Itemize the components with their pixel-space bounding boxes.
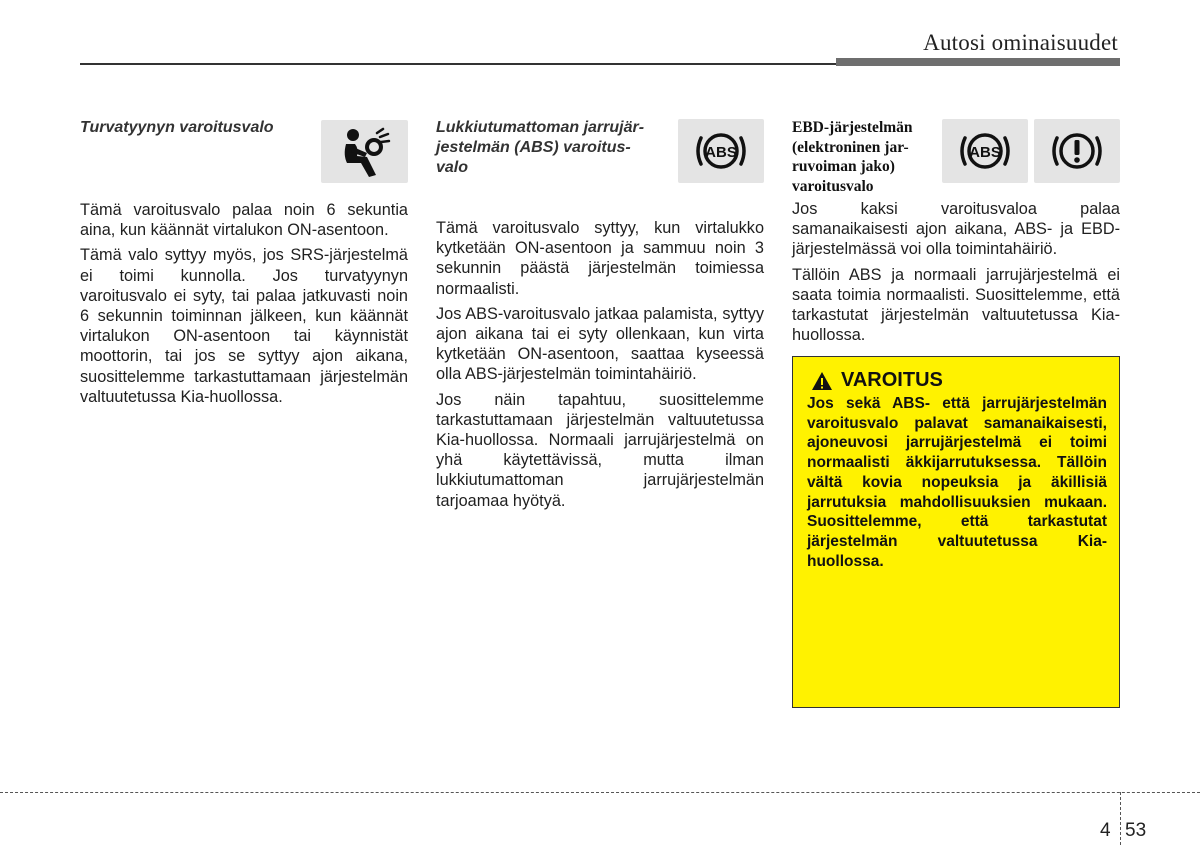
paragraph: Tämä varoitusvalo syttyy, kun virtalukko kytketään ON-asentoon ja sammuu noin 3 sekunnin päästä järjestelmän toimiessa normaalisti. — [436, 219, 764, 298]
page-number: 53 — [1125, 820, 1147, 841]
ebd-description — [792, 199, 1120, 350]
warning-title — [811, 369, 1107, 392]
heading-line: (elektroninen jar- — [792, 138, 909, 156]
heading-line: varoitusvalo — [792, 177, 874, 195]
heading-line: valo — [436, 159, 469, 176]
footer-rule — [0, 792, 1200, 793]
heading-line: EBD-järjestelmän — [792, 119, 913, 136]
abs-warning-icon — [942, 119, 1028, 183]
footer-divider — [1120, 792, 1121, 845]
abs-description — [436, 218, 764, 516]
paragraph: Tämä valo syttyy myös, jos SRS-järjestelmä ei toimi kunnolla. Jos turvatyynyn varoitusvalo ei syty, tai palaa jatkuvasti noin 6 sekunnin toiminnan jälkeen, kun käännät virtalukon ON-asentoon tai käynnistät moottorin, tai jos se syttyy ajon aikana, suosittelemme tarkastuttamaan järjestelmän valtuutetussa Kia-huollossa. — [80, 246, 408, 406]
airbag-description — [80, 200, 408, 412]
paragraph: Tämä varoitusvalo palaa noin 6 sekuntia aina, kun käännät virtalukon ON-asentoon. — [80, 201, 408, 240]
airbag-warning-icon — [321, 120, 408, 183]
section-heading-airbag: Turvatyynyn varoitusvalo — [80, 119, 274, 136]
abs-icon-text: ABS — [969, 144, 1001, 161]
abs-warning-icon — [678, 119, 764, 183]
paragraph: Tällöin ABS ja normaali jarrujärjestelmä ei saata toimia normaalisti. Suosittelemme, että tarkastutat järjestelmän valtuutetussa Kia-huollossa. — [792, 265, 1120, 345]
warning-triangle-icon — [811, 371, 833, 391]
warning-box — [792, 356, 1120, 708]
page-header-title: Autosi ominaisuudet — [923, 30, 1118, 55]
warning-body: Jos sekä ABS- että jarrujärjestelmän varoitusvalo palavat samanaikaisesti, ajoneuvosi jarrujärjestelmä ei toimi normaalisti äkkijarrutuksessa. Tällöin vältä kovia nopeuksia ja äkillisiä jarrutuksia mahdollisuuksien mukaan. Suosittelemme, että tarkastutat järjestelmän valtuutetussa Kia-huollossa. — [807, 395, 1107, 570]
paragraph: Jos ABS-varoitusvalo jatkaa palamista, syttyy ajon aikana tai ei syty ollenkaan, kun virta kytketään ON-asentoon, saattaa kyseessä olla ABS-järjestelmän toimintahäiriö. — [436, 304, 764, 384]
paragraph: Jos kaksi varoitusvaloa palaa samanaikaisesti ajon aikana, ABS- ja EBD-järjestelmässä voi olla toimintahäiriö. — [792, 200, 1120, 259]
header-rule-accent — [836, 58, 1120, 66]
heading-line: Lukkiutumattoman jarrujär- — [436, 119, 645, 136]
chapter-number: 4 — [1100, 820, 1111, 841]
section-heading-abs — [436, 118, 676, 178]
header-rule — [80, 63, 836, 65]
abs-icon-text: ABS — [705, 144, 737, 161]
heading-line: jestelmän (ABS) varoitus- — [436, 139, 631, 156]
warning-title-text: VAROITUS — [841, 369, 943, 391]
section-heading-ebd — [792, 118, 942, 196]
heading-line: ruvoiman jako) — [792, 158, 895, 175]
brake-warning-icon — [1034, 119, 1120, 183]
paragraph: Jos näin tapahtuu, suosittelemme tarkastuttamaan järjestelmän valtuutetussa Kia-huollossa. Normaali jarrujärjestelmä on yhä käytettävissä, mutta ilman lukkiutumattoman jarrujärjestelmän tarjoamaa hyötyä. — [436, 390, 764, 510]
